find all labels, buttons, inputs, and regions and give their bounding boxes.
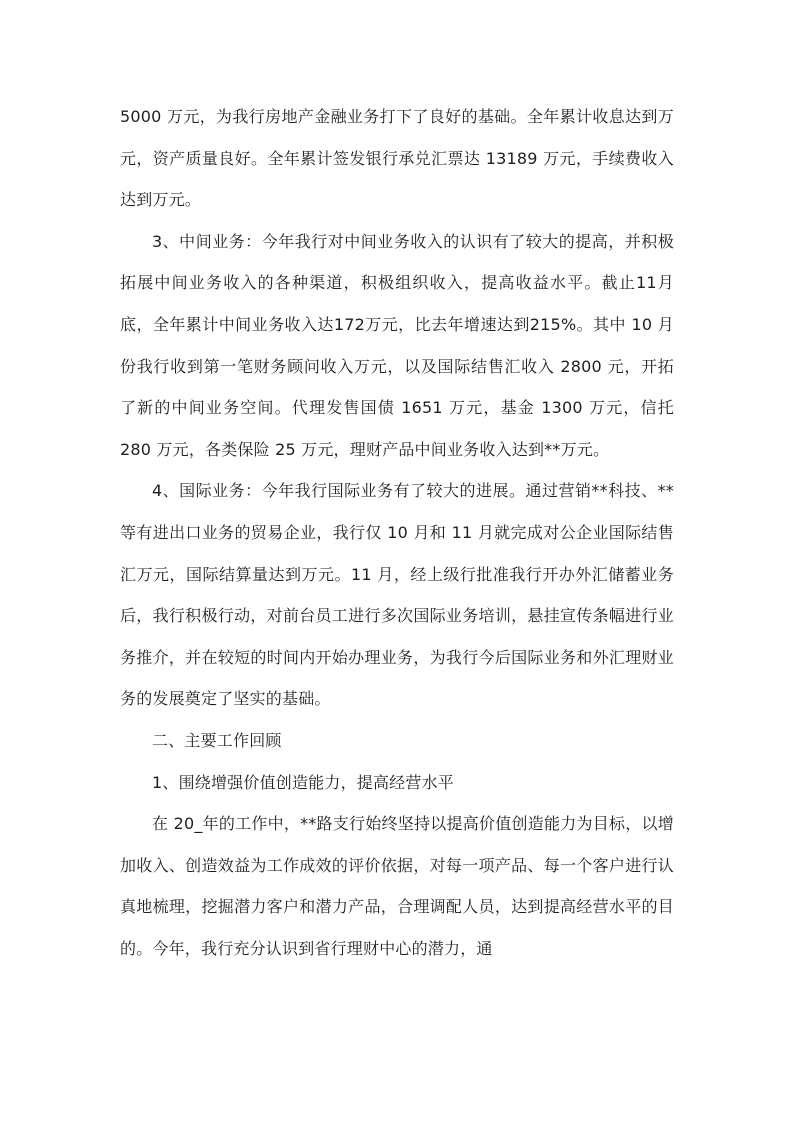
paragraph-real-estate-summary: 5000 万元，为我行房地产金融业务打下了良好的基础。全年累计收息达到万元，资产质量良好。全年累计签发银行承兑汇票达 13189 万元，手续费收入达到万元。 xyxy=(120,107,674,210)
document-page xyxy=(120,96,674,969)
section-heading-work-review: 二、主要工作回顾 xyxy=(152,730,282,750)
paragraph-work-details: 在 20_年的工作中，**路支行始终坚持以提高价值创造能力为目标，以增加收入、创造效益为工作成效的评价依据，对每一项产品、每一个客户进行认真地梳理，挖掘潜力客户和潜力产品，合理调配人员，达到提高经营水平的目的。今年，我行充分认识到省行理财中心的潜力，通 xyxy=(120,814,674,958)
paragraph-intermediate-business: 3、中间业务：今年我行对中间业务收入的认识有了较大的提高，并积极拓展中间业务收入的各种渠道，积极组织收入，提高收益水平。截止11月底，全年累计中间业务收入达172万元，比去年增速达到215%。其中 10 月份我行收到第一笔财务顾问收入万元，以及国际结售汇收入 2800 元，开拓了新的中间业务空间。代理发售国债 1651 万元，基金 1300 万元，信托 280 万元，各类保险 25 万元，理财产品中间业务收入达到**万元。 xyxy=(120,231,674,459)
subheading-value-creation: 1、围绕增强价值创造能力，提高经营水平 xyxy=(152,772,454,792)
paragraph-international-business: 4、国际业务：今年我行国际业务有了较大的进展。通过营销**科技、**等有进出口业务的贸易企业，我行仅 10 月和 11 月就完成对公企业国际结售汇万元，国际结算量达到万元。11 月，经上级行批准我行开办外汇储蓄业务后，我行积极行动，对前台员工进行多次国际业务培训，悬挂宣传条幅进行业务推介，并在较短的时间内开始办理业务，为我行今后国际业务和外汇理财业务的发展奠定了坚实的基础。 xyxy=(120,481,674,709)
